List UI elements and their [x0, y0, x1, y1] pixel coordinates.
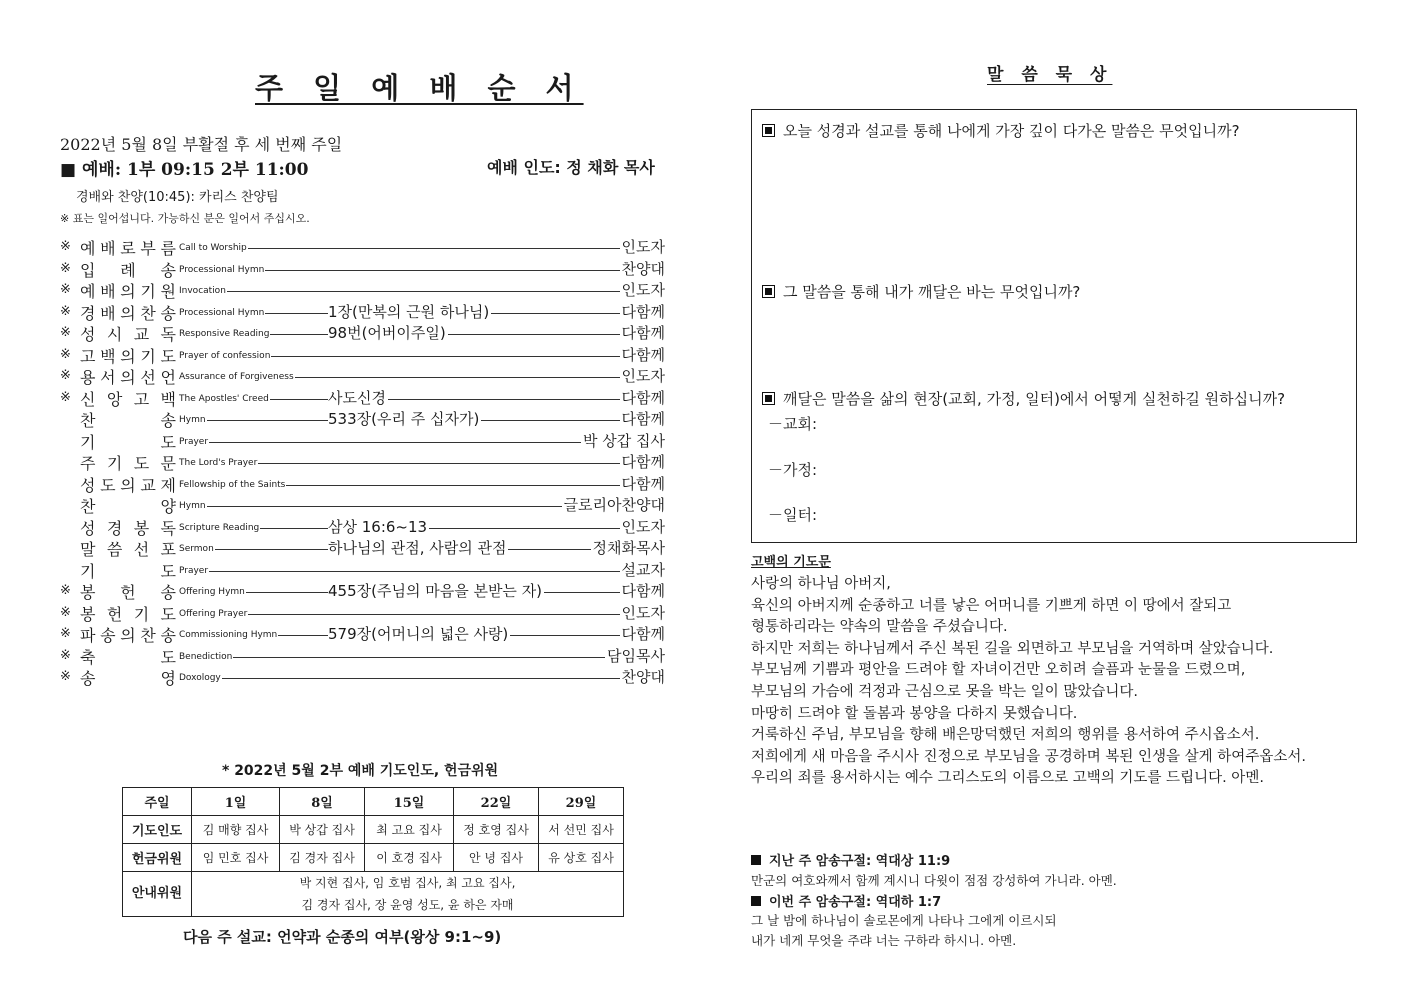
- order-item-content: 455장(주님의 마음을 본받는 자): [328, 582, 543, 600]
- order-item-name: 기 도: [80, 561, 176, 581]
- stand-mark: ※: [60, 583, 71, 598]
- order-item: [60, 387, 665, 409]
- leader-line: [258, 463, 620, 464]
- table-cell: 안 녕 집사: [454, 844, 539, 872]
- last-week-verse-title: [751, 850, 950, 869]
- stand-mark: ※: [60, 647, 71, 663]
- bullet-square-icon: [751, 855, 761, 865]
- guide-committee-label: 안내위원: [123, 872, 192, 917]
- order-item: [60, 559, 665, 581]
- leader-line: [209, 571, 620, 572]
- order-item-english: Benediction: [179, 651, 233, 662]
- schedule-header-cell: 1일: [192, 788, 280, 816]
- guides-line: 박 지현 집사, 임 호범 집사, 최 고요 집사,: [299, 876, 516, 890]
- order-item-person: 정채화목사: [592, 539, 665, 557]
- confession-line: 저희에게 새 마음을 주시사 진정으로 부모님을 공경하며 복된 인생을 살게 하여주옵소서.: [751, 748, 1306, 765]
- bulletin-title: 주 일 예 배 순 서: [255, 71, 584, 105]
- order-item-name: 파 송 의 찬 송: [80, 626, 176, 645]
- order-item-english: Hymn: [179, 501, 206, 511]
- confession-line: 형통하리라는 약속의 말씀을 주셨습니다.: [751, 619, 1008, 636]
- order-item-name: 성 도 의 교 제: [80, 475, 176, 495]
- order-item-name: 고 백 의 기 도: [80, 346, 176, 366]
- leader-line: [248, 248, 620, 249]
- table-cell: 임 민호 집사: [192, 844, 280, 872]
- question-1: [762, 120, 1240, 141]
- table-cell: 서 선민 집사: [539, 816, 624, 844]
- schedule-header-cell: 29일: [539, 788, 624, 816]
- schedule-header-row: [123, 788, 624, 816]
- table-cell: 박 상갑 집사: [280, 816, 365, 844]
- order-item-name: 성 경 봉 독: [80, 518, 176, 538]
- leader-line: [233, 657, 605, 658]
- schedule-prayer-row: [123, 816, 624, 844]
- stand-mark: ※: [60, 260, 71, 276]
- order-item-english: Prayer of confession: [179, 350, 271, 361]
- stand-mark: ※: [60, 368, 71, 383]
- bullet-square-icon: [751, 896, 761, 906]
- order-item-content: 533장(우리 주 십자가): [328, 410, 480, 428]
- confession-line: 부모님의 가슴에 걱정과 근심으로 못을 박는 일이 많았습니다.: [751, 683, 1139, 700]
- order-item-person: 다함께: [621, 474, 665, 493]
- leader-line: [209, 442, 581, 443]
- order-item-english: Responsive Reading: [179, 329, 270, 339]
- next-week-sermon: 다음 주 설교: 언약과 순종의 여부(왕상 9:1~9): [183, 928, 502, 946]
- meditation-title: 말 씀 묵 상: [987, 65, 1113, 85]
- stand-mark: ※: [60, 604, 71, 620]
- order-item-person: 인도자: [621, 603, 665, 622]
- confession-line: 마땅히 드려야 할 돌봄과 봉양을 다하지 못했습니다.: [751, 705, 1078, 722]
- worship-leader: 예배 인도: 정 채화 목사: [487, 158, 655, 177]
- stand-mark: ※: [60, 325, 71, 340]
- answer-home: －가정:: [768, 461, 818, 479]
- stand-mark: ※: [60, 626, 71, 641]
- order-item-name: 예 배 로 부 름: [80, 239, 176, 258]
- service-date: 2022년 5월 8일 부활절 후 세 번째 주일: [60, 135, 343, 154]
- order-item-name: 성 시 교 독: [80, 325, 176, 344]
- schedule-offering-row: [123, 844, 624, 872]
- leader-line: [227, 291, 620, 292]
- verse-title-text: 지난 주 암송구절: 역대상 11:9: [769, 854, 951, 869]
- order-item-name: 봉 헌 기 도: [80, 604, 176, 624]
- this-week-verse-title: [751, 891, 941, 910]
- order-item: [60, 236, 665, 258]
- leader-line: [222, 678, 620, 679]
- answer-church: －교회:: [768, 415, 818, 433]
- order-item-english: Prayer: [179, 436, 209, 447]
- order-item-english: Fellowship of the Saints: [179, 479, 286, 490]
- order-item-english: Hymn: [179, 415, 206, 425]
- order-item-person: 다함께: [621, 388, 665, 407]
- verse-title-text: 이번 주 암송구절: 역대하 1:7: [769, 895, 942, 910]
- order-item: [60, 473, 665, 495]
- stand-mark: ※: [60, 282, 71, 297]
- order-item-content: 사도신경: [328, 388, 386, 407]
- stand-mark: ※: [60, 346, 71, 362]
- order-item: [60, 494, 665, 516]
- order-item-english: Doxology: [179, 673, 221, 683]
- schedule-table: [122, 787, 624, 917]
- order-item-name: 용 서 의 선 언: [80, 368, 176, 387]
- question-text: 그 말씀을 통해 내가 깨달은 바는 무엇입니까?: [783, 283, 1081, 301]
- order-item-person: 설교자: [621, 560, 665, 579]
- order-item-name: 예 배 의 기 원: [80, 282, 176, 301]
- confession-line: 사랑의 하나님 아버지,: [751, 576, 891, 592]
- prayer-leader-label: 기도인도: [123, 816, 192, 844]
- table-cell: 최 고요 집사: [365, 816, 454, 844]
- confession-title: 고백의 기도문: [751, 555, 831, 570]
- leader-line: [248, 614, 620, 615]
- order-item-person: 다함께: [621, 324, 665, 342]
- table-cell: 유 상호 집사: [539, 844, 624, 872]
- order-item-person: 다함께: [621, 302, 665, 321]
- order-item-english: The Apostles' Creed: [179, 393, 269, 404]
- order-item-person: 담임목사: [607, 646, 665, 665]
- question-3: [762, 388, 1285, 409]
- order-item-person: 인도자: [621, 367, 665, 385]
- order-item-content: 98번(어버이주일): [328, 324, 446, 342]
- leader-line: [271, 356, 620, 357]
- leader-line: [295, 377, 620, 378]
- schedule-guide-row: [123, 872, 624, 917]
- order-item: [60, 279, 665, 301]
- checkbox-square-icon: [762, 124, 775, 137]
- order-item: [60, 666, 665, 688]
- order-item-name: 축 도: [80, 647, 176, 667]
- order-item-name: 찬 양: [80, 497, 176, 516]
- guides-line: 김 경자 집사, 장 윤영 성도, 윤 하은 자매: [301, 898, 514, 912]
- confession-prayer: [751, 574, 1381, 790]
- order-item-content: 하나님의 관점, 사람의 관점: [328, 539, 507, 557]
- order-item: [60, 516, 665, 538]
- order-item-person: 글로리아찬양대: [563, 496, 665, 514]
- order-item-english: Call to Worship: [179, 243, 247, 253]
- order-item-person: 박 상갑 집사: [583, 431, 665, 450]
- order-item-name: 찬 송: [80, 411, 176, 430]
- service-times: ■ 예배: 1부 09:15 2부 11:00: [60, 160, 309, 180]
- order-item-english: Commissioning Hymn: [179, 630, 278, 640]
- order-item: [60, 258, 665, 280]
- leader-line: [207, 506, 562, 507]
- order-item-english: Assurance of Forgiveness: [179, 372, 294, 382]
- order-item-content: 삼상 16:6~13: [328, 517, 428, 536]
- order-item-person: 다함께: [621, 582, 665, 600]
- order-item-name: 기 도: [80, 432, 176, 452]
- order-item-person: 인도자: [621, 238, 665, 256]
- order-item-name: 경 배 의 찬 송: [80, 303, 176, 323]
- order-item-english: The Lord's Prayer: [179, 458, 258, 468]
- order-item: [60, 602, 665, 624]
- confession-line: 육신의 아버지께 순종하고 너를 낳은 어머니를 기쁘게 하면 이 땅에서 잘되고: [751, 597, 1232, 614]
- stand-mark: ※: [60, 239, 71, 254]
- order-item-name: 주 기 도 문: [80, 454, 176, 473]
- guides-cell: [192, 872, 624, 917]
- order-item: [60, 301, 665, 323]
- order-item-name: 말 씀 선 포: [80, 540, 176, 559]
- leader-line: [260, 528, 620, 529]
- order-item: [60, 408, 665, 430]
- order-item: [60, 580, 665, 602]
- order-item-name: 입 례 송: [80, 260, 176, 280]
- order-item-content: 579장(어머니의 넓은 사랑): [328, 625, 509, 643]
- stand-note: ※ 표는 일어섭니다. 가능하신 분은 일어서 주십시오.: [60, 212, 310, 225]
- order-item: [60, 537, 665, 559]
- order-item-person: 다함께: [621, 625, 665, 643]
- order-item: [60, 322, 665, 344]
- stand-mark: ※: [60, 669, 71, 684]
- order-item-english: Scripture Reading: [179, 522, 260, 533]
- table-cell: 정 호영 집사: [454, 816, 539, 844]
- order-item-english: Offering Hymn: [179, 587, 245, 597]
- confession-line: 우리의 죄를 용서하시는 예수 그리스도의 이름으로 고백의 기도를 드립니다. 아멘.: [751, 770, 1264, 787]
- order-item: [60, 645, 665, 667]
- order-item: [60, 451, 665, 473]
- order-item: [60, 344, 665, 366]
- checkbox-square-icon: [762, 392, 775, 405]
- schedule-header-cell: 주일: [123, 788, 192, 816]
- this-week-verse-text: 그 날 밤에 하나님이 솔로몬에게 나타나 그에게 이르시되: [751, 913, 1057, 928]
- order-item-name: 송 영: [80, 669, 176, 688]
- praise-team-line: 경배와 찬양(10:45): 카리스 찬양팀: [76, 190, 279, 205]
- confession-line: 하지만 저희는 하나님께서 주신 복된 길을 외면하고 부모님을 거역하며 살았습니다.: [751, 640, 1274, 657]
- order-of-service: [60, 236, 665, 688]
- offering-committee-label: 헌금위원: [123, 844, 192, 872]
- stand-mark: ※: [60, 389, 71, 405]
- checkbox-square-icon: [762, 285, 775, 298]
- schedule-header-cell: 8일: [280, 788, 365, 816]
- order-item-person: 다함께: [621, 410, 665, 428]
- this-week-verse-text: 내가 네게 무엇을 주랴 너는 구하라 하시니. 아멘.: [751, 933, 1017, 948]
- schedule-header-cell: 15일: [365, 788, 454, 816]
- order-item-english: Prayer: [179, 565, 209, 576]
- order-item-person: 인도자: [621, 281, 665, 299]
- order-item-english: Invocation: [179, 286, 226, 296]
- order-item: [60, 430, 665, 452]
- answer-work: －일터:: [768, 506, 818, 524]
- order-item-person: 다함께: [621, 345, 665, 364]
- order-item-person: 찬양대: [621, 259, 665, 278]
- schedule-header-cell: 22일: [454, 788, 539, 816]
- leader-line: [286, 485, 620, 486]
- table-cell: 김 매향 집사: [192, 816, 280, 844]
- question-text: 오늘 성경과 설교를 통해 나에게 가장 깊이 다가온 말씀은 무엇입니까?: [783, 122, 1240, 140]
- order-item-person: 찬양대: [621, 668, 665, 686]
- question-text: 깨달은 말씀을 삶의 현장(교회, 가정, 일터)에서 어떻게 실천하길 원하십니까?: [783, 390, 1286, 408]
- question-2: [762, 281, 1080, 302]
- order-item-english: Processional Hymn: [179, 264, 265, 275]
- meditation-box: [751, 109, 1357, 543]
- order-item-name: 신 앙 고 백: [80, 389, 176, 409]
- order-item: [60, 365, 665, 387]
- order-item-person: 인도자: [621, 517, 665, 536]
- last-week-verse-text: 만군의 여호와께서 함께 계시니 다윗이 점점 강성하여 가니라. 아멘.: [751, 873, 1117, 888]
- order-item-english: Offering Prayer: [179, 608, 248, 619]
- leader-line: [265, 270, 620, 271]
- table-cell: 김 경자 집사: [280, 844, 365, 872]
- order-item-english: Processional Hymn: [179, 307, 265, 318]
- order-item: [60, 623, 665, 645]
- order-item-person: 다함께: [621, 453, 665, 471]
- schedule-title: * 2022년 5월 2부 예배 기도인도, 헌금위원: [222, 763, 499, 779]
- confession-line: 부모님께 기쁨과 평안을 드려야 할 자녀이건만 오히려 슬픔과 눈물을 드렸으며,: [751, 662, 1246, 679]
- stand-mark: ※: [60, 303, 71, 319]
- confession-line: 거룩하신 주님, 부모님을 향해 배은망덕했던 저희의 행위를 용서하여 주시옵소서.: [751, 727, 1260, 744]
- order-item-content: 1장(만복의 근원 하나님): [328, 302, 490, 321]
- table-cell: 이 호경 집사: [365, 844, 454, 872]
- order-item-english: Sermon: [179, 544, 214, 554]
- leader-line: [270, 399, 620, 400]
- order-item-name: 봉 헌 송: [80, 583, 176, 602]
